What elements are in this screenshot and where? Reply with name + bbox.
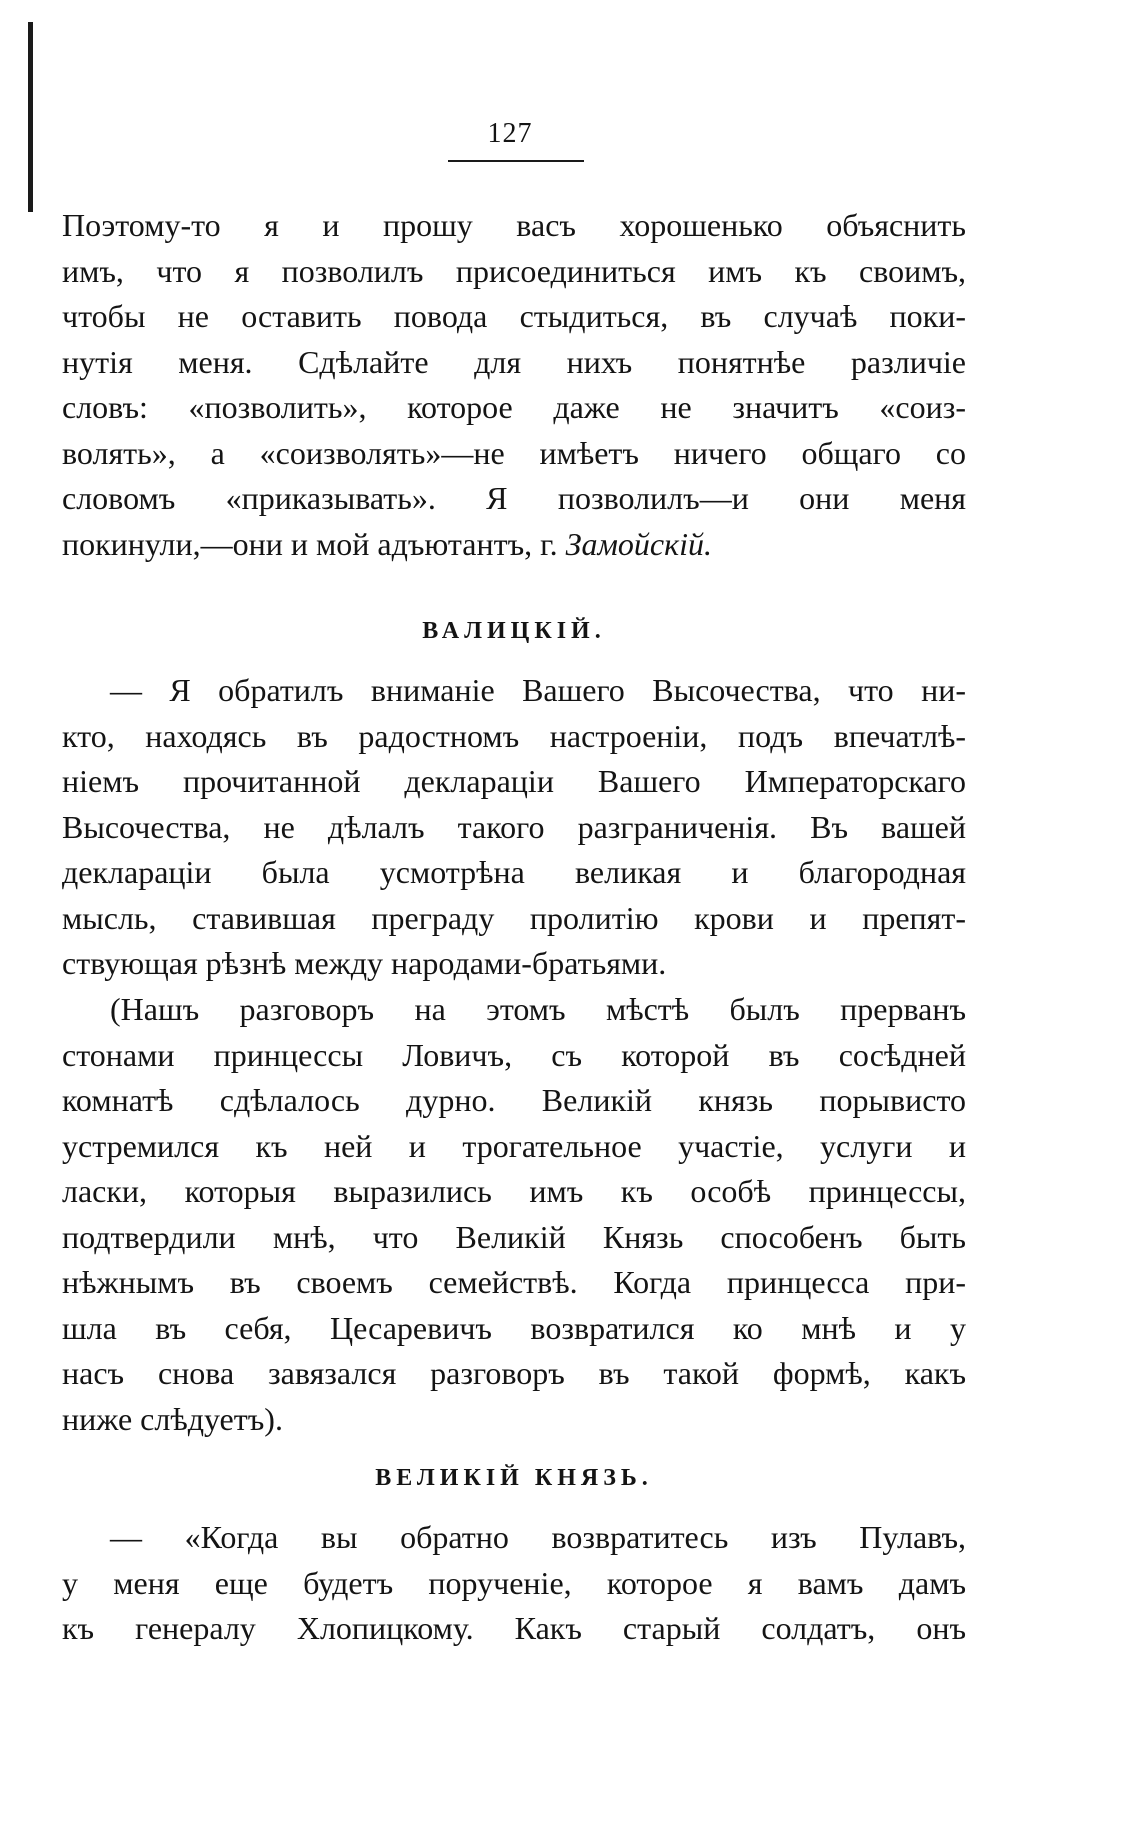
text-line: подтвердили мнѣ, что Великій Князь способенъ быть xyxy=(62,1218,966,1255)
text-line: устремился къ ней и трогательное участіе, услуги и xyxy=(62,1127,966,1164)
speaker-heading: ВЕЛИКІЙ КНЯЗЬ. xyxy=(375,1465,653,1491)
text-line: ніемъ прочитанной деклараціи Вашего Императорскаго xyxy=(62,763,966,799)
text-line-start: покинули,—они и мой адъютантъ, г. xyxy=(62,525,566,562)
text-line: ниже слѣдуетъ). xyxy=(62,1400,283,1437)
text-line: комнатѣ сдѣлалось дурно. Великій князь порывисто xyxy=(62,1082,966,1118)
text-line: стонами принцессы Ловичъ, съ которой въ сосѣдней xyxy=(62,1036,966,1073)
text-line: — «Когда вы обратно возвратитесь изъ Пулавъ, xyxy=(110,1519,966,1555)
text-line: нѣжнымъ въ своемъ семействѣ. Когда принцесса при- xyxy=(62,1264,966,1300)
text-line: имъ, что я позволилъ присоединиться имъ къ своимъ, xyxy=(62,252,966,289)
paragraph-4 xyxy=(62,1515,966,1652)
text-line: (Нашъ разговоръ на этомъ мѣстѣ былъ прерванъ xyxy=(110,991,966,1027)
text-line xyxy=(62,522,966,568)
paragraph-1 xyxy=(62,203,966,567)
text-line: — Я обратилъ вниманіе Вашего Высочества, что ни- xyxy=(110,672,966,708)
text-line: словъ: «позволить», которое даже не значитъ «соиз- xyxy=(62,389,966,425)
speaker-heading: ВАЛИЦКІЙ. xyxy=(422,618,606,644)
text-line: Высочества, не дѣлалъ такого разграниченія. Въ вашей xyxy=(62,808,966,845)
text-line: чтобы не оставить повода стыдиться, въ случаѣ поки- xyxy=(62,298,966,334)
text-line: Поэтому-то я и прошу васъ хорошенько объяснить xyxy=(62,207,966,243)
text-line: мысль, ставившая преграду пролитію крови и препят- xyxy=(62,899,966,936)
binding-edge-line xyxy=(28,22,33,212)
text-line: ствующая рѣзнѣ между народами-братьями. xyxy=(62,945,667,981)
text-line: деклараціи была усмотрѣна великая и благородная xyxy=(62,854,966,890)
page-number-rule xyxy=(448,160,584,162)
page-number: 127 xyxy=(487,118,533,149)
text-line: къ генералу Хлопицкому. Какъ старый солдатъ, онъ xyxy=(62,1610,966,1646)
text-line: у меня еще будетъ порученіе, которое я вамъ дамъ xyxy=(62,1564,966,1601)
text-line: нутія меня. Сдѣлайте для нихъ понятнѣе различіе xyxy=(62,343,966,380)
text-line: словомъ «приказывать». Я позволилъ—и они меня xyxy=(62,480,966,516)
text-line: шла въ себя, Цесаревичъ возвратился ко мнѣ и у xyxy=(62,1309,966,1346)
text-line: ласки, которыя выразились имъ къ особѣ принцессы, xyxy=(62,1173,966,1209)
paragraph-3 xyxy=(62,987,966,1442)
paragraph-2 xyxy=(62,668,966,987)
text-line: кто, находясь въ радостномъ настроеніи, подъ впечатлѣ- xyxy=(62,717,966,754)
text-line: волять», а «соизволять»—не имѣетъ ничего общаго со xyxy=(62,434,966,471)
italic-name: Замойскій. xyxy=(565,525,712,562)
text-line: насъ снова завязался разговоръ въ такой формѣ, какъ xyxy=(62,1355,966,1391)
